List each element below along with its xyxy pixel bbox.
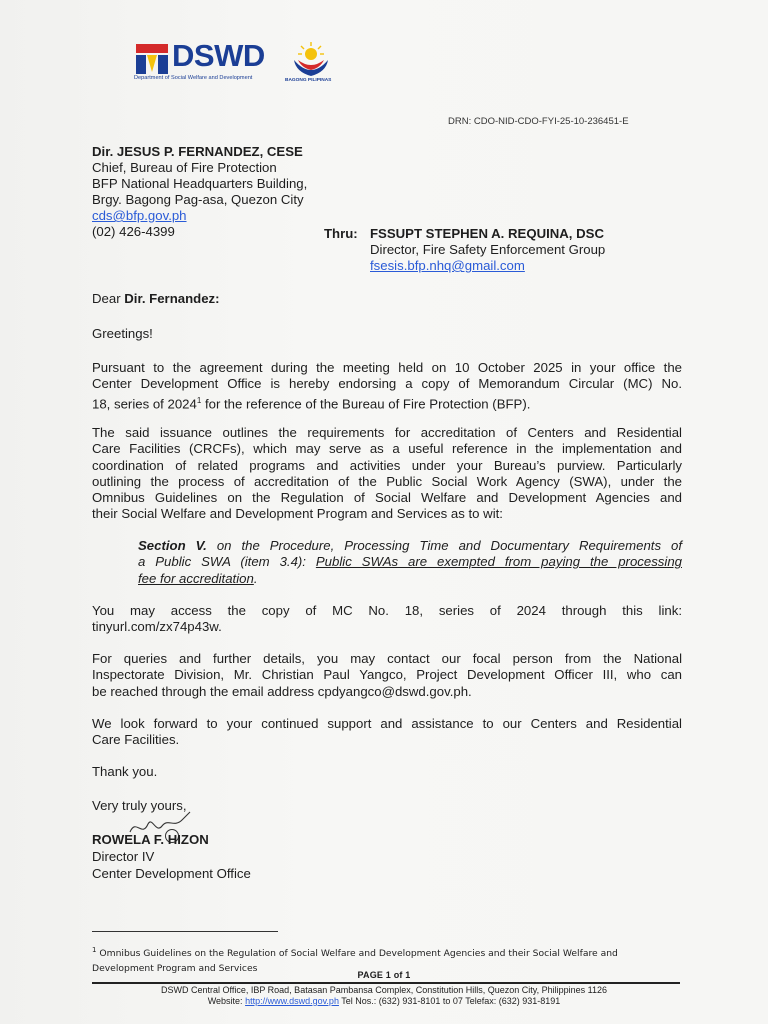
footnote-ref[interactable]: 1	[196, 395, 202, 405]
logo-wordmark: DSWD	[172, 38, 265, 73]
footer-address: DSWD Central Office, IBP Road, Batasan Pambansa Complex, Constitution Hills, Quezon City, Philippines 1126	[160, 985, 608, 995]
website-link[interactable]: http://www.dswd.gov.ph	[245, 996, 339, 1006]
dswd-emblem-icon	[134, 42, 170, 76]
addressee-name: Dir. JESUS P. FERNANDEZ, CESE	[92, 144, 303, 159]
footnote-divider	[92, 931, 278, 932]
paragraph-issuance: The said issuance outlines the requirements for accreditation of Centers and Residential Care Facilities (CRCFs), which may serve as a useful reference in the implementation and coordination of related programs and activities under your Bureau’s purview. Particularly outlining the process of accreditation of the Public Social Work Agency (SWA), under the Omnibus Guidelines on the Regulation of Social Welfare and Development Agencies and their Social Welfare and Development Program and Services as to wit:	[92, 425, 682, 522]
signer-title: Director IV	[92, 849, 155, 864]
document-reference-number: DRN: CDO-NID-CDO-FYI-25-10-236451-E	[448, 116, 629, 127]
quote-section-label: Section V.	[138, 538, 207, 553]
addressee-city: Brgy. Bagong Pag-asa, Quezon City	[92, 192, 304, 207]
greeting: Greetings!	[92, 326, 153, 341]
footer-contact: Website: http://www.dswd.gov.ph Tel Nos.: (632) 931-8101 to 07 Telefax: (632) 931-8191	[207, 996, 561, 1006]
salutation-name: Dir. Fernandez:	[124, 291, 220, 306]
complimentary-close: Very truly yours,	[92, 798, 187, 813]
addressee-building: BFP National Headquarters Building,	[92, 176, 308, 191]
thru-label: Thru:	[324, 226, 358, 241]
paragraph-access-link: You may access the copy of MC No. 18, series of 2024 through this link: tinyurl.com/zx74p43w.	[92, 603, 682, 635]
signer-office: Center Development Office	[92, 866, 251, 881]
salutation: Dear Dir. Fernandez:	[92, 291, 220, 306]
paragraph-closing: We look forward to your continued support and assistance to our Centers and Residential Care Facilities.	[92, 716, 682, 748]
thru-title: Director, Fire Safety Enforcement Group	[370, 242, 606, 257]
thru-name: FSSUPT STEPHEN A. REQUINA, DSC	[370, 226, 604, 241]
paragraph-contact: For queries and further details, you may contact our focal person from the National Inspectorate Division, Mr. Christian Paul Yangco, Project Development Officer III, who can be reached through the email address cpdyangco@dswd.gov.ph.	[92, 651, 682, 699]
footer-divider	[92, 982, 680, 984]
addressee-position: Chief, Bureau of Fire Protection	[92, 160, 277, 175]
page-number: PAGE 1 of 1	[357, 970, 411, 980]
signer-name: ROWELA F. HIZON	[92, 832, 209, 847]
footnote: $^1$ Omnibus Guidelines on the Regulation of Social Welfare and Development Agencies and their Social Welfare and Development Program and Services	[92, 946, 618, 975]
paragraph-endorsement: Pursuant to the agreement during the meeting held on 10 October 2025 in your office the Center Development Office is hereby endorsing a copy of Memorandum Circular (MC) No. 18, series of 2024$^1$ for the reference of the Bureau of Fire Protection (BFP).	[92, 360, 682, 411]
addressee-phone: (02) 426-4399	[92, 224, 175, 239]
dswd-logo	[134, 40, 344, 88]
quoted-section: Section V. on the Procedure, Processing Time and Documentary Requirements of a Public SWA (item 3.4): Public SWAs are exempted from paying the processing fee for accreditation.	[138, 538, 682, 586]
logo-subtitle: Department of Social Welfare and Development	[134, 75, 253, 81]
addressee-email-link[interactable]: cds@bfp.gov.ph	[92, 208, 187, 223]
thank-you: Thank you.	[92, 764, 158, 779]
thru-email-link[interactable]: fsesis.bfp.nhq@gmail.com	[370, 258, 525, 273]
bagong-pilipinas-label: BAGONG PILIPINAS	[285, 78, 332, 83]
bagong-pilipinas-logo-icon	[286, 40, 336, 80]
